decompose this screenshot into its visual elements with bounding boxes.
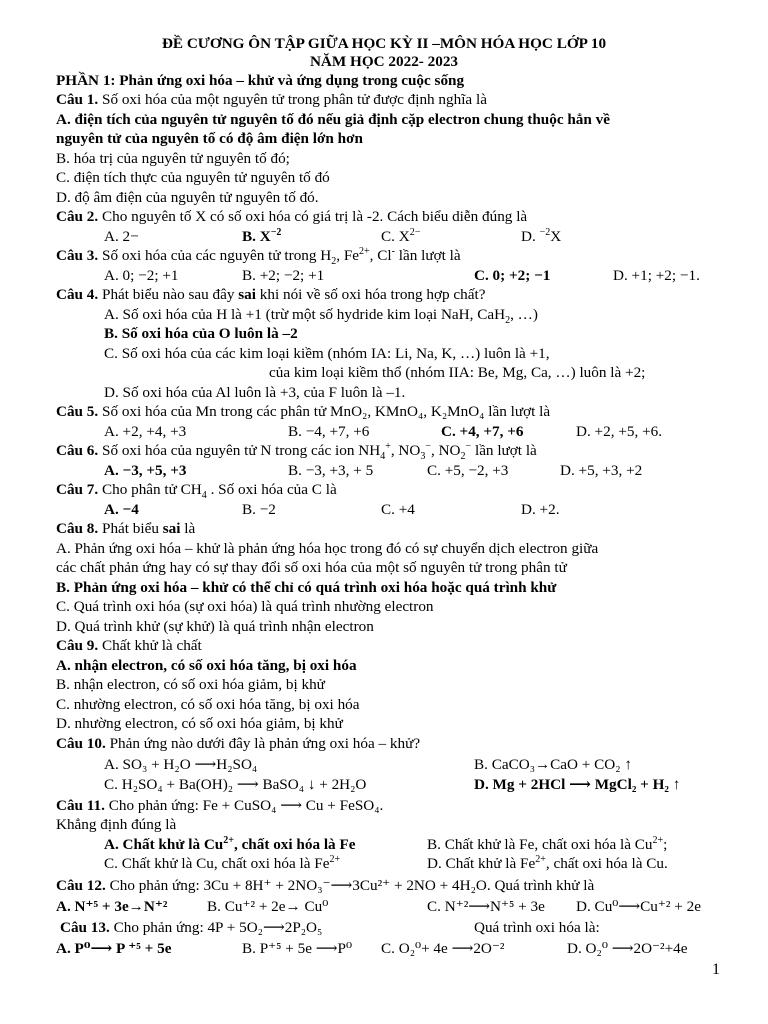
q10-option-d: D. Mg + 2HCl ⟶ MgCl₂ + H₂ ↑ — [474, 776, 681, 793]
q10-option-c: C. H₂SO₄ + Ba(OH)₂ ⟶ BaSO₄ ↓ + 2H₂O — [104, 776, 367, 793]
q11-option-d: D. Chất khử là $Fe^{2+}$, chất oxi hóa là Cu. — [427, 853, 668, 872]
q1-option-b: B. hóa trị của nguyên tử nguyên tố đó; — [56, 150, 290, 167]
q9-option-a: A. nhận electron, có số oxi hóa tăng, bị oxi hóa — [56, 657, 357, 674]
question-stem: Số oxi hóa của một nguyên tử trong phân tử được định nghĩa là — [98, 91, 487, 108]
doc-subtitle: NĂM HỌC 2022- 2023 — [309, 53, 459, 70]
q13-option-c: C. O₂⁰+ 4e ⟶2O⁻² — [381, 940, 505, 957]
page-number: 1 — [712, 961, 720, 978]
q3-option-d: D. +1; +2; −1. — [613, 267, 700, 284]
q3-option-a: A. 0; −2; +1 — [104, 267, 179, 284]
q1-option-a-cont: nguyên tử của nguyên tố có độ âm điện lớn hơn — [56, 130, 363, 147]
q2-option-b: B. $X^{-2}$ — [242, 226, 282, 245]
question-label: Câu 1. — [56, 91, 99, 108]
question-3: Câu 3. Số oxi hóa của các nguyên tử trong $H_2$, $Fe^{2+}$, Cl- lần lượt là — [56, 245, 461, 268]
q12-option-d: D. Cu⁰⟶Cu⁺² + 2e — [576, 898, 701, 915]
q7-option-a: A. −4 — [104, 501, 139, 518]
q13-option-b: B. P⁺⁵ + 5e ⟶P⁰ — [242, 940, 353, 957]
q11-option-b: B. Chất khử là Fe, chất oxi hóa là $Cu^{2+}$; — [427, 834, 668, 853]
question-5: Câu 5. Số oxi hóa của Mn trong các phân tử MnO₂, KMnO₄, K₂MnO₄ lần lượt là — [56, 403, 551, 420]
q8-option-a: A. Phản ứng oxi hóa – khử là phản ứng hóa học trong đó có sự chuyển dịch electron giữa — [56, 540, 599, 557]
q2-option-c: C. $X^{2-}$ — [381, 226, 421, 245]
q8-option-d: D. Quá trình khử (sự khử) là quá trình nhận electron — [56, 618, 374, 635]
q8-option-c: C. Quá trình oxi hóa (sự oxi hóa) là quá trình nhường electron — [56, 598, 434, 615]
question-8: Câu 8. Phát biểu sai là — [56, 520, 196, 537]
q4-option-d: D. Số oxi hóa của Al luôn là +3, của F luôn là –1. — [104, 384, 406, 401]
question-1 — [56, 90, 487, 109]
q7-option-c: C. +4 — [381, 501, 415, 518]
part-heading: PHẦN 1: Phản ứng oxi hóa – khử và ứng dụng trong cuộc sống — [56, 72, 465, 89]
q11-stem-cont: Khẳng định đúng là — [56, 816, 177, 833]
q4-option-a: A. Số oxi hóa của H là +1 (trừ một số hydride kim loại NaH, CaH$_2$, …) — [104, 306, 538, 327]
q4-option-c: C. Số oxi hóa của các kim loại kiềm (nhóm IA: Li, Na, K, …) luôn là +1, — [104, 345, 550, 362]
q9-option-d: D. nhường electron, có số oxi hóa giảm, bị khử — [56, 715, 343, 732]
question-12: Câu 12. Cho phản ứng: 3Cu + 8H⁺ + 2NO₃⁻⟶3Cu²⁺ + 2NO + 4H₂O. Quá trình khử là — [56, 877, 595, 894]
q1-option-a: A. điện tích của nguyên tử nguyên tố đó nếu giả định cặp electron chung thuộc hẳn về — [56, 111, 610, 128]
q1-option-d: D. độ âm điện của nguyên tử nguyên tố đó. — [56, 189, 319, 206]
q11-option-c: C. Chất khử là Cu, chất oxi hóa là $Fe^{2+}$ — [104, 853, 341, 872]
q12-option-c: C. N⁺²⟶N⁺⁵ + 3e — [427, 898, 545, 915]
question-10: Câu 10. Phản ứng nào dưới đây là phản ứng oxi hóa – khử? — [56, 735, 421, 752]
q8-option-a-cont: các chất phản ứng hay có sự thay đổi số oxi hóa của một số nguyên tử trong phân tử — [56, 559, 567, 576]
q6-option-d: D. +5, +3, +2 — [560, 462, 643, 479]
q12-option-b: B. Cu⁺² + 2e→ Cu⁰ — [207, 898, 329, 915]
q11-option-a: A. Chất khử là $Cu^{2+}$, chất oxi hóa là Fe — [104, 834, 356, 853]
q12-option-a: A. N⁺⁵ + 3e→N⁺² — [56, 898, 168, 915]
q10-option-b: B. CaCO₃→CaO + CO₂ ↑ — [474, 756, 632, 773]
q8-option-b: B. Phản ứng oxi hóa – khử có thể chỉ có quá trình oxi hóa hoặc quá trình khử — [56, 579, 557, 596]
question-stem: Cho nguyên tố X có số oxi hóa có giá trị là -2. Cách biểu diễn đúng là — [98, 208, 528, 225]
q5-option-a: A. +2, +4, +3 — [104, 423, 187, 440]
question-2 — [56, 207, 527, 226]
question-label: Câu 2. — [56, 208, 99, 225]
q4-option-c-cont: của kim loại kiềm thổ (nhóm IIA: Be, Mg, Ca, …) luôn là +2; — [269, 364, 646, 381]
q9-option-c: C. nhường electron, có số oxi hóa tăng, bị oxi hóa — [56, 696, 360, 713]
q6-option-b: B. −3, +3, + 5 — [288, 462, 374, 479]
q5-option-d: D. +2, +5, +6. — [576, 423, 663, 440]
q3-option-c: C. 0; +2; −1 — [474, 267, 551, 284]
q7-option-d: D. +2. — [521, 501, 560, 518]
q7-option-b: B. −2 — [242, 501, 276, 518]
q2-option-a: A. 2− — [104, 228, 139, 245]
q5-option-b: B. −4, +7, +6 — [288, 423, 370, 440]
q3-option-b: B. +2; −2; +1 — [242, 267, 325, 284]
question-11: Câu 11. Cho phản ứng: Fe + CuSO₄ ⟶ Cu + FeSO₄. — [56, 797, 384, 814]
question-4: Câu 4. Phát biểu nào sau đây sai khi nói về số oxi hóa trong hợp chất? — [56, 286, 486, 303]
q5-option-c: C. +4, +7, +6 — [441, 423, 524, 440]
q13-stem-cont: Quá trình oxi hóa là: — [474, 919, 600, 936]
q13-option-a: A. P⁰⟶ P ⁺⁵ + 5e — [56, 940, 172, 957]
q6-option-a: A. −3, +5, +3 — [104, 462, 187, 479]
q1-option-c: C. điện tích thực của nguyên tử nguyên tố đó — [56, 169, 330, 186]
q13-option-d: D. O₂⁰ ⟶2O⁻²+4e — [567, 940, 688, 957]
q6-option-c: C. +5, −2, +3 — [427, 462, 509, 479]
question-7: Câu 7. Cho phân tử $CH_4$ . Số oxi hóa của C là — [56, 481, 337, 502]
q2-option-d: D. $^{-2}$X — [521, 226, 562, 245]
question-6: Câu 6. Số oxi hóa của nguyên tử N trong các ion $NH_4^+$, $NO_3^-$, $NO_2^-$ lần lượt là — [56, 440, 537, 463]
q4-option-b: B. Số oxi hóa của O luôn là –2 — [104, 325, 298, 342]
question-9: Câu 9. Chất khử là chất — [56, 637, 202, 654]
question-13: Câu 13. Cho phản ứng: 4P + 5O₂⟶2P₂O₅ — [60, 919, 323, 936]
q9-option-b: B. nhận electron, có số oxi hóa giảm, bị khử — [56, 676, 325, 693]
q10-option-a: A. SO₃ + H₂O ⟶H₂SO₄ — [104, 756, 258, 773]
doc-title: ĐỀ CƯƠNG ÔN TẬP GIỮA HỌC KỲ II –MÔN HÓA HỌC LỚP 10 — [161, 35, 607, 52]
